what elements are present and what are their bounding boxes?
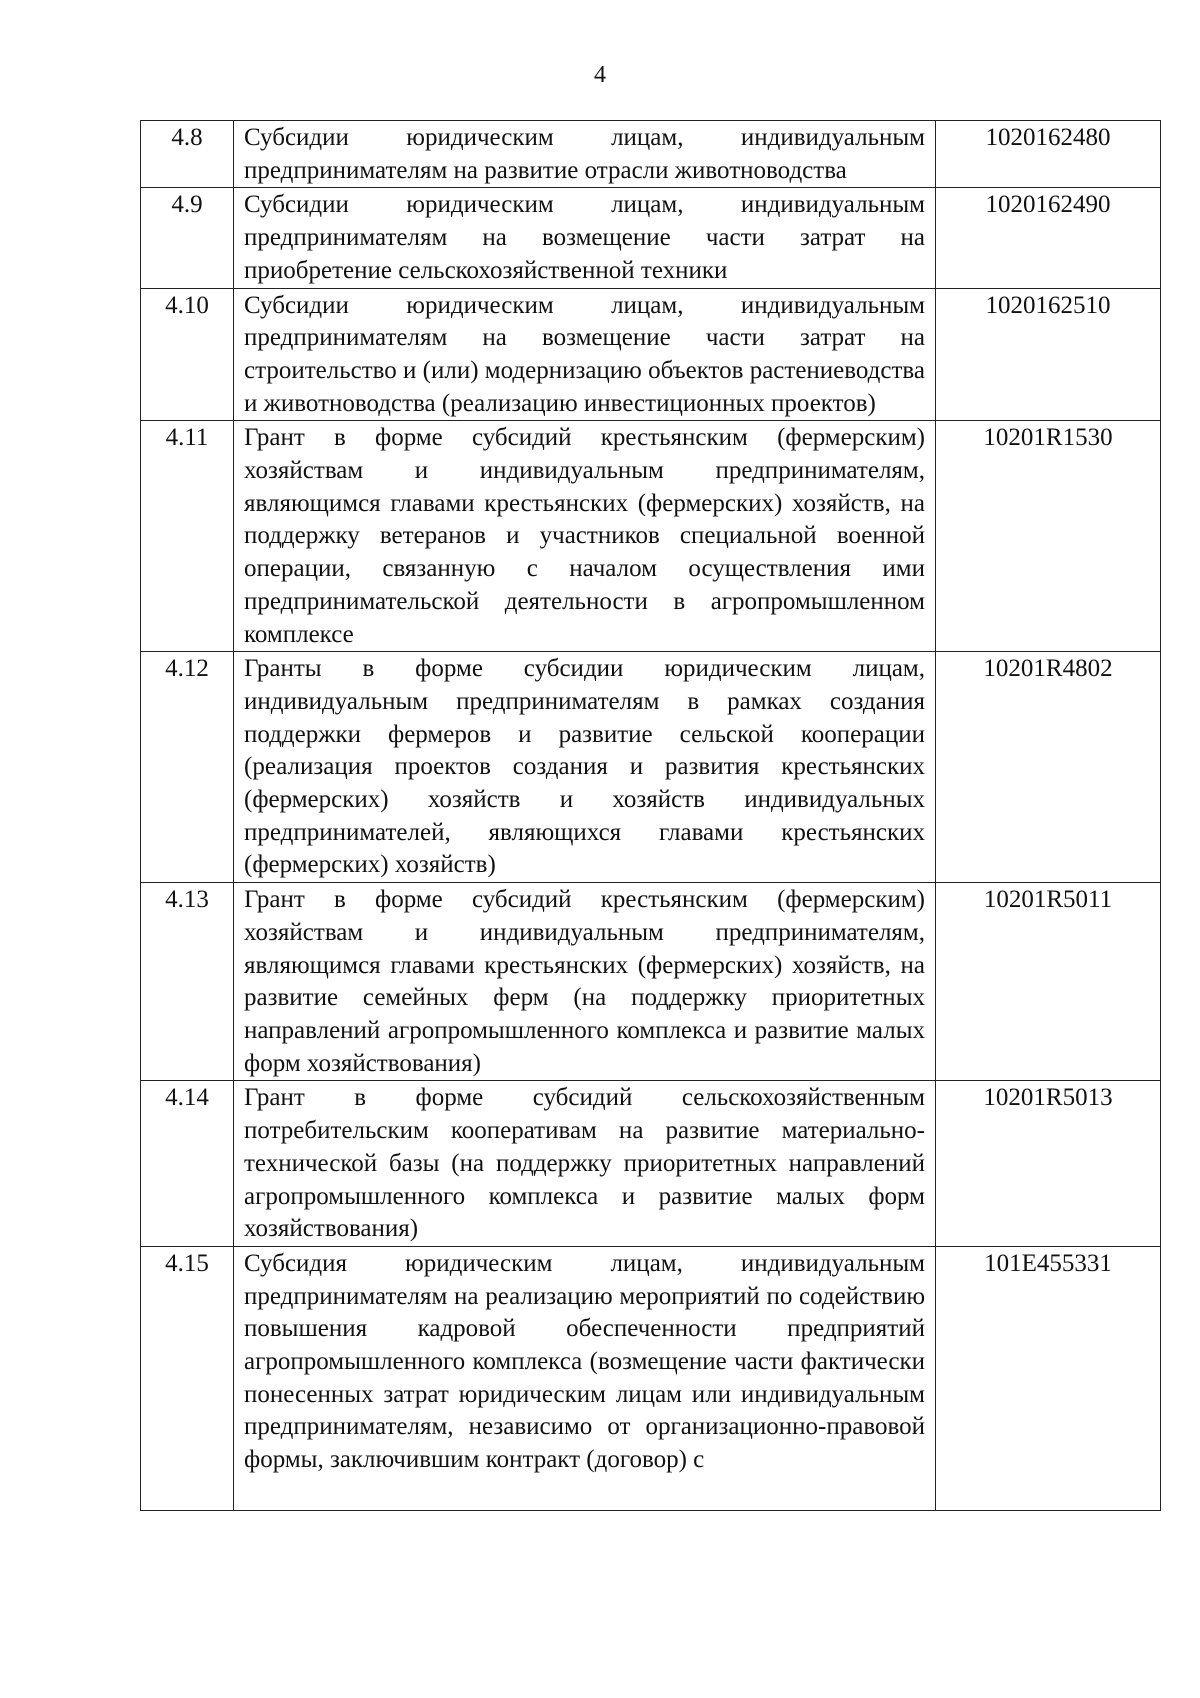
table-row [141,188,1161,288]
table-row [141,421,1161,652]
table-row [141,1246,1161,1510]
row-number: 4.12 [141,652,234,883]
row-description: Грант в форме субсидий крестьянским (фермерским) хозяйствам и индивидуальным предпринимателям, являющимся главами крестьянских (фермерских) хозяйств, на поддержку ветеранов и участников специальной военной операции, связанную с началом осуществления ими предпринимательской деятельности в агропромышленном комплексе [234,421,936,652]
row-description: Грант в форме субсидий сельскохозяйственным потребительским кооперативам на развитие материально-технической базы (на поддержку приоритетных направлений агропромышленного комплекса и развитие малых форм хозяйствования) [234,1081,936,1247]
row-code: 101E455331 [936,1246,1161,1510]
row-number: 4.11 [141,421,234,652]
row-code: 10201R1530 [936,421,1161,652]
row-description: Грант в форме субсидий крестьянским (фермерским) хозяйствам и индивидуальным предпринимателям, являющимся главами крестьянских (фермерских) хозяйств, на развитие семейных ферм (на поддержку приоритетных направлений агропромышленного комплекса и развитие малых форм хозяйствования) [234,883,936,1081]
row-code: 1020162510 [936,288,1161,421]
row-description: Субсидии юридическим лицам, индивидуальным предпринимателям на возмещение части затрат на приобретение сельскохозяйственной техники [234,188,936,288]
row-number: 4.15 [141,1246,234,1510]
table-row [141,883,1161,1081]
row-description: Гранты в форме субсидии юридическим лицам, индивидуальным предпринимателям в рамках создания поддержки фермеров и развитие сельской кооперации (реализация проектов создания и развития крестьянских (фермерских) хозяйств и хозяйств индивидуальных предпринимателей, являющихся главами крестьянских (фермерских) хозяйств) [234,652,936,883]
table-row [141,652,1161,883]
table-row [141,288,1161,421]
row-code: 10201R5013 [936,1081,1161,1247]
row-description: Субсидия юридическим лицам, индивидуальным предпринимателям на реализацию мероприятий по содействию повышения кадровой обеспеченности предприятий агропромышленного комплекса (возмещение части фактически понесенных затрат юридическим лицам или индивидуальным предпринимателям, независимо от организационно-правовой формы, заключившим контракт (договор) с [234,1246,936,1510]
row-code: 1020162480 [936,121,1161,188]
row-code: 10201R5011 [936,883,1161,1081]
row-description: Субсидии юридическим лицам, индивидуальным предпринимателям на возмещение части затрат на строительство и (или) модернизацию объектов растениеводства и животноводства (реализацию инвестиционных проектов) [234,288,936,421]
row-number: 4.14 [141,1081,234,1247]
budget-classification-table [140,120,1161,1511]
table-row [141,1081,1161,1247]
row-number: 4.9 [141,188,234,288]
page-number: 4 [594,62,606,88]
table-row [141,121,1161,188]
row-code: 1020162490 [936,188,1161,288]
row-number: 4.10 [141,288,234,421]
row-number: 4.8 [141,121,234,188]
row-code: 10201R4802 [936,652,1161,883]
row-description: Субсидии юридическим лицам, индивидуальным предпринимателям на развитие отрасли животноводства [234,121,936,188]
row-number: 4.13 [141,883,234,1081]
